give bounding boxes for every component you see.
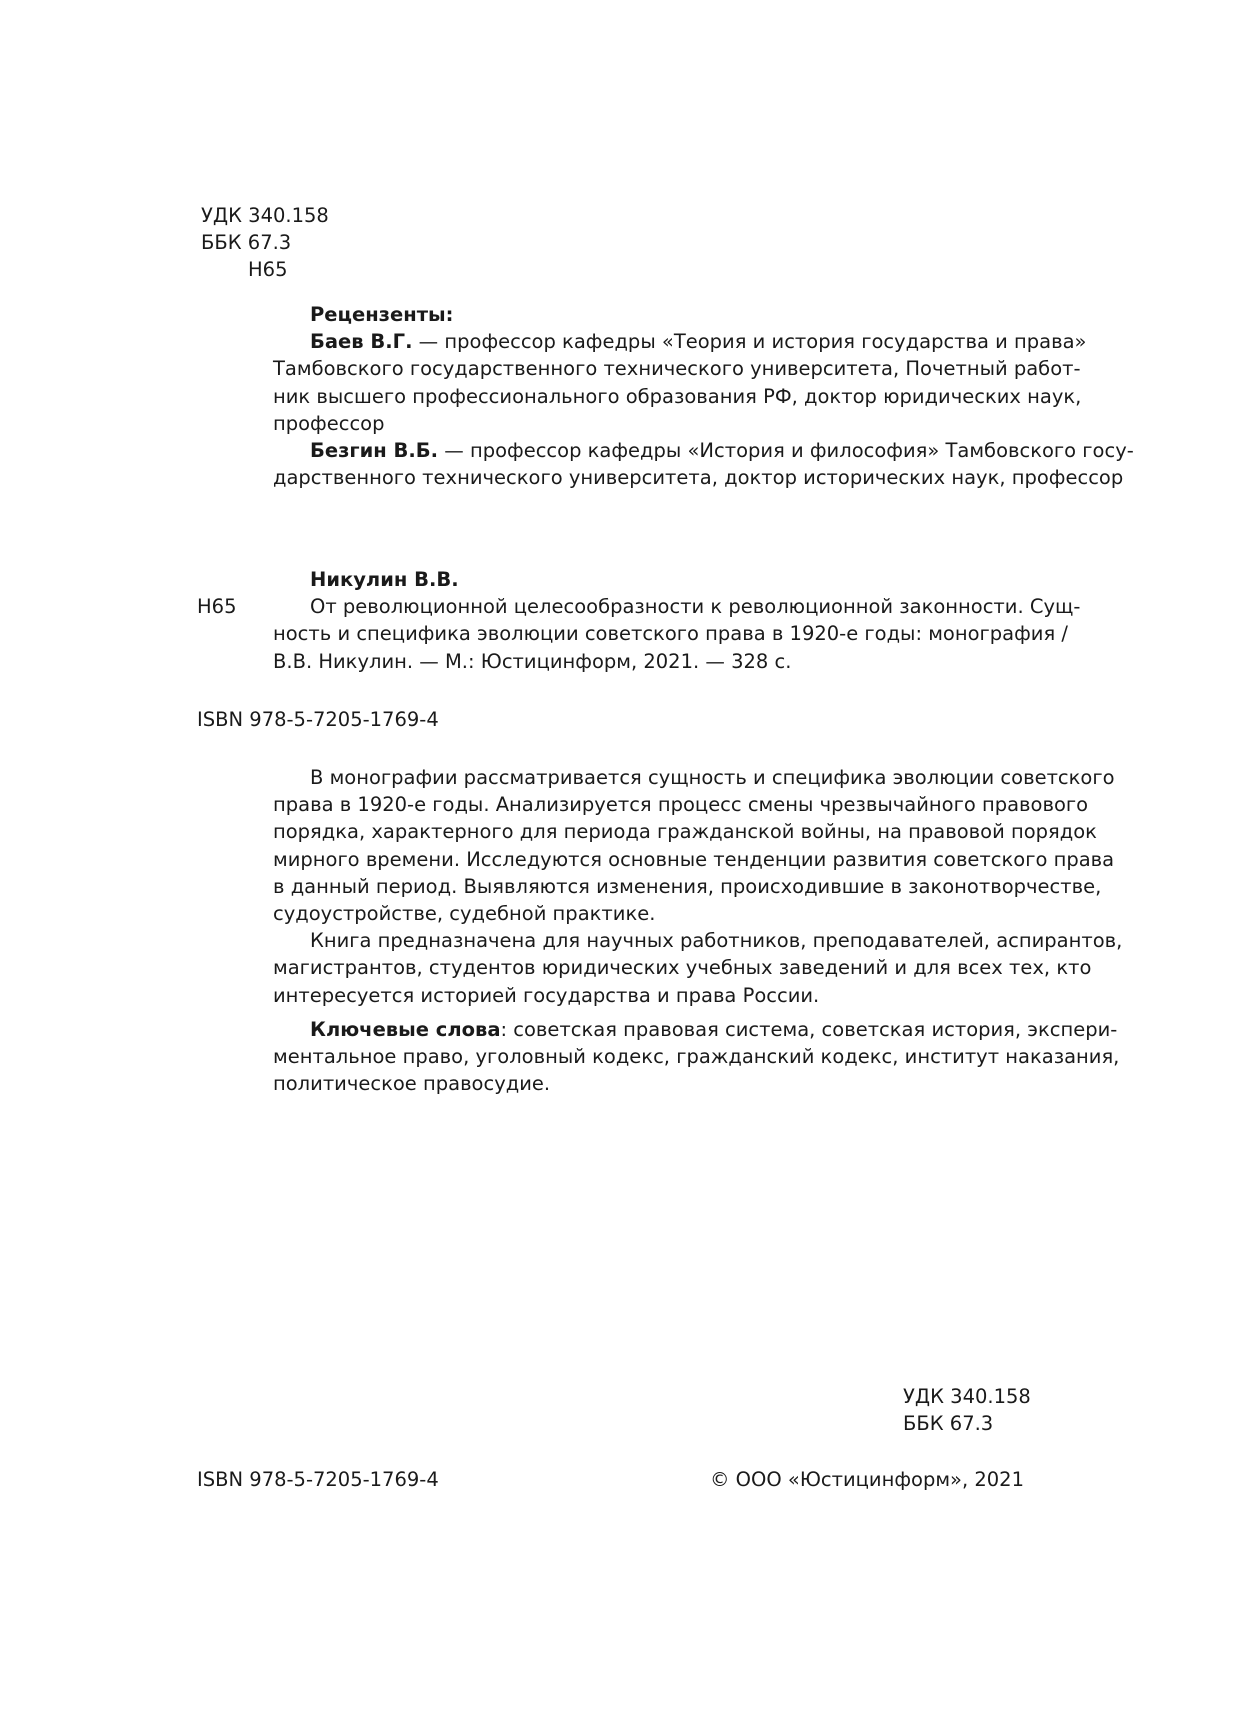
keywords-line-2: ментальное право, уголовный кодекс, гражданский кодекс, институт наказания, xyxy=(273,1045,1120,1069)
bib-line-2: ность и специфика эволюции советского права в 1920-е годы: монография / xyxy=(273,622,1068,646)
reviewer-1-line-3: ник высшего профессионального образования РФ, доктор юридических наук, xyxy=(273,384,1082,408)
reviewer-1-line-4: профессор xyxy=(273,411,385,435)
copyright-notice: © ООО «Юстицинформ», 2021 xyxy=(709,1468,1024,1491)
reviewer-1-line-1: Баев В.Г. — профессор кафедры «Теория и история государства и права» xyxy=(310,330,1087,354)
reviewer-2-line-1: Безгин В.Б. — профессор кафедры «История и философия» Тамбовского госу- xyxy=(310,439,1134,463)
book-author: Никулин В.В. xyxy=(310,568,459,591)
abstract-paragraph-1: В монографии рассматривается сущность и специфика эволюции советского права в 1920-е годы. Анализируется процесс смены чрезвычайного правового порядка, характерного для периода гражданской войны, на правовой порядок мирного времени. Исследуются основные тенденции развития советского права в данный период. Выявляются изменения, происходившие в законотворчестве, судоустройстве, судебной практике. xyxy=(273,766,1115,926)
keywords xyxy=(273,1016,1120,1098)
keywords-line-1: Ключевые слова: советская правовая система, советская история, экспери- xyxy=(310,1018,1118,1041)
reviewer-2-name: Безгин В.Б. xyxy=(310,439,439,463)
udk-bottom: УДК 340.158 xyxy=(903,1385,1031,1408)
isbn-bottom: ISBN 978-5-7205-1769-4 xyxy=(197,1468,439,1491)
author-mark-bib: Н65 xyxy=(197,595,237,618)
bbk-bottom: ББК 67.3 xyxy=(903,1412,994,1435)
reviewers-block xyxy=(273,301,1134,491)
keywords-line-3: политическое правосудие. xyxy=(273,1072,551,1096)
bib-line-3: В.В. Никулин. — М.: Юстицинформ, 2021. — 328 с. xyxy=(273,649,792,673)
abstract-paragraph-2: Книга предназначена для научных работников, преподавателей, аспирантов, магистрантов, студентов юридических учебных заведений и для всех тех, кто интересуется историей государства и права России. xyxy=(273,929,1123,1007)
keywords-label: Ключевые слова xyxy=(310,1018,501,1041)
bbk-top: ББК 67.3 xyxy=(201,231,292,254)
reviewer-1-name: Баев В.Г. xyxy=(310,330,413,354)
reviewer-1-line-2: Тамбовского государственного технического университета, Почетный работ- xyxy=(273,357,1081,381)
udk-top: УДК 340.158 xyxy=(201,204,329,227)
reviewers-heading: Рецензенты: xyxy=(310,303,454,326)
abstract xyxy=(273,764,1123,1009)
author-mark-top: Н65 xyxy=(248,258,288,281)
bib-line-1: От революционной целесообразности к революционной законности. Сущ- xyxy=(310,595,1081,619)
isbn-top: ISBN 978-5-7205-1769-4 xyxy=(197,708,439,731)
bibliographic-record xyxy=(273,566,1081,675)
reviewer-1 xyxy=(273,328,1087,437)
reviewer-2 xyxy=(273,437,1134,491)
reviewer-2-line-2: дарственного технического университета, доктор исторических наук, профессор xyxy=(273,466,1124,490)
